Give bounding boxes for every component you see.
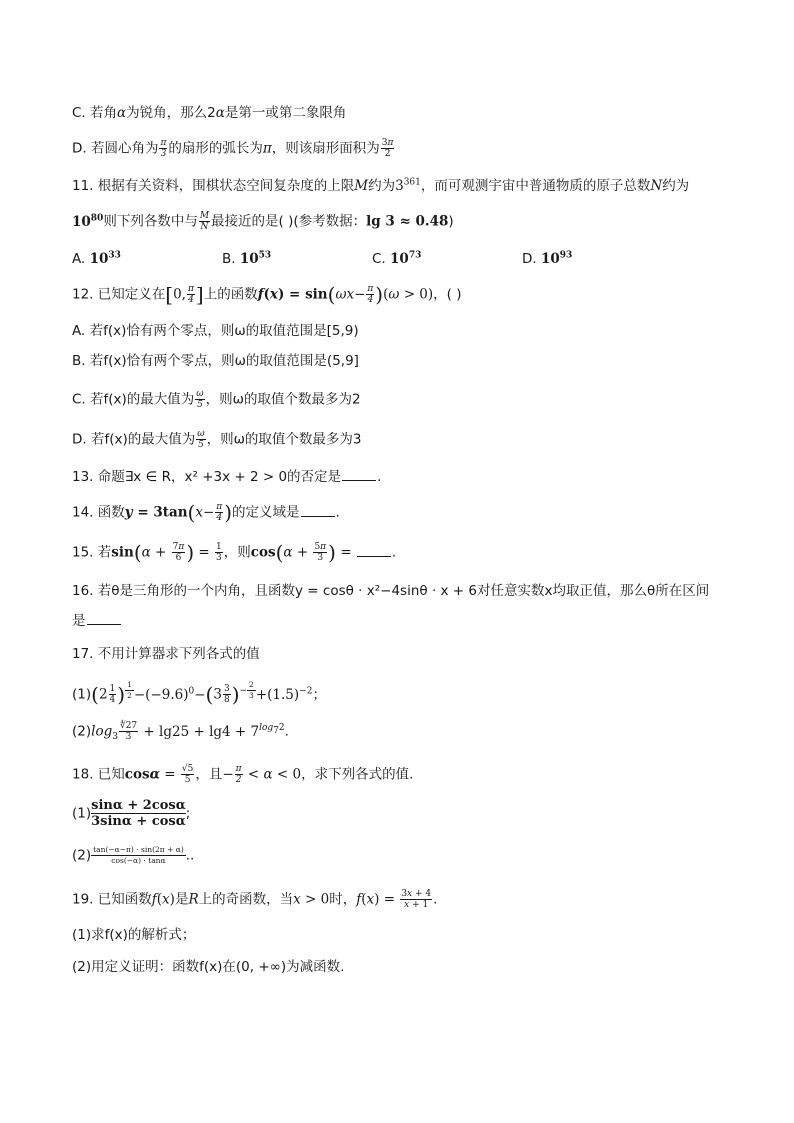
q11-text-d: 约为 bbox=[662, 178, 690, 194]
q11-stem-line1: 11. 根据有关资料，围棋状态空间复杂度的上限M约为$3^{361}$，而可观测宇宙中普通物质的原子总数N约为 bbox=[72, 177, 690, 194]
q14-blank bbox=[301, 504, 335, 517]
q15: 15. 若sin(α + $\frac{7\pi}{6}$ ) = $\frac{1}{3}$ ，则cos(α + $\frac{5\pi}{3}$ ) = . bbox=[72, 540, 397, 565]
q12-option-a: A. 若f(x)恰有两个零点，则ω的取值范围是[5,9) bbox=[72, 323, 359, 339]
q10-c-end: 是第一或第二象限角 bbox=[224, 105, 347, 121]
q19-part1: (1)求f(x)的解析式； bbox=[72, 927, 196, 943]
q11-option-d: D. $10^{93}$ bbox=[522, 250, 573, 267]
q11-text-a: 11. 根据有关资料，围棋状态空间复杂度的上限 bbox=[72, 178, 355, 194]
q13-blank bbox=[342, 468, 376, 481]
q12-stem: 12. 已知定义在[0, $\frac{\pi}{4}$ ]上的函数f(x) = sin(ωx− $\frac{\pi}{4}$ )(ω > 0)，( ) bbox=[72, 282, 462, 307]
q17-stem: 17. 不用计算器求下列各式的值 bbox=[72, 646, 260, 662]
q13: 13. 命题∃x ∈ R，x² +3x + 2 > 0的否定是 . bbox=[72, 469, 382, 485]
q12-text-a: 12. 已知定义在 bbox=[72, 286, 166, 303]
q18-stem: 18. 已知cosα = $\frac{√5}{5}$ ，且− $\frac{\pi}{2}$ < α < 0，求下列各式的值. bbox=[72, 764, 414, 785]
q12-text-b: 上的函数 bbox=[203, 286, 258, 303]
q15-blank bbox=[357, 544, 391, 557]
q11-stem-line2: $10^{80}$则下列各数中与 $\frac{M}{N}$ 最接近的是( )(参考数据：lg 3 ≈ 0.48) bbox=[72, 211, 454, 232]
q17-part1: (1)(2 $\frac{1}{4}$ ) $^{\frac{1}{2}}$ $-(-9.6)^0-(3$ $\frac{3}{8}$ )$^{- \frac{2}{3}}$ $+(1.5)^{-2}$； bbox=[72, 680, 326, 707]
q17-part2: $(2)\log_3$ $\frac{∜27}{3}$ + $\lg 25 + \lg 4 + 7^{log_72}$. bbox=[72, 721, 289, 743]
q11-text-f: 最接近的是( )(参考数据： bbox=[211, 213, 367, 230]
q11-reference: lg 3 ≈ 0.48 bbox=[366, 213, 449, 230]
q11-option-b: B. $10^{53}$ bbox=[222, 250, 272, 267]
q11-options bbox=[72, 249, 722, 269]
q16-line1: 16. 若θ是三角形的一个内角，且函数y = cosθ · x²−4sinθ · x + 6对任意实数x均取正值，那么θ所在区间 bbox=[72, 583, 710, 599]
q10-option-c: C. 若角α为锐角，那么2α是第一或第二象限角 bbox=[72, 105, 347, 121]
q10-option-d: D. 若圆心角为 $\frac{\pi}{3}$ 的扇形的弧长为π，则该扇形面积为 $\frac{3\pi}{2}$ bbox=[72, 138, 394, 159]
q10-c-mid: 为锐角，那么2 bbox=[126, 105, 216, 121]
q16-blank bbox=[87, 612, 121, 625]
q19-part2: (2)用定义证明：函数f(x)在(0, +∞)为减函数. bbox=[72, 959, 345, 975]
q10-c-prefix: C. 若角 bbox=[72, 105, 118, 121]
q19-stem: 19. 已知函数f(x)是R上的奇函数，当x > 0时，f(x) = $\frac{3x + 4}{x + 1}$ . bbox=[72, 889, 438, 910]
q10-d-prefix: D. 若圆心角为 bbox=[72, 140, 159, 157]
q11-option-a: A. $10^{33}$ bbox=[72, 250, 121, 267]
q10-d-mid: 的扇形的弧长为 bbox=[168, 140, 263, 157]
q11-option-c: C. $10^{73}$ bbox=[372, 250, 422, 267]
q12-option-c: C. 若f(x)的最大值为 $\frac{\omega}{5}$ ，则ω的取值个数最多为2 bbox=[72, 389, 361, 410]
q18-part1: (1) $\frac{\sin\alpha + 2\cos\alpha}{3\sin\alpha + \cos\alpha}$ ; bbox=[72, 798, 191, 829]
q10-d-end: ，则该扇形面积为 bbox=[271, 140, 380, 157]
q12-text-c: ，( ) bbox=[433, 286, 462, 303]
q11-text-b: 约为 bbox=[368, 178, 396, 194]
q12-option-b: B. 若f(x)恰有两个零点，则ω的取值范围是(5,9] bbox=[72, 353, 359, 369]
q11-text-g: ) bbox=[448, 213, 454, 230]
q18-part2: (2) $\frac{\tan(-\alpha-\pi) \cdot \sin(2\pi + \alpha)}{\cos(-\alpha) \cdot \tan\alpha}$ .. bbox=[72, 845, 195, 865]
q11-text-e: 则下列各数中与 bbox=[103, 213, 198, 230]
q12-option-d: D. 若f(x)的最大值为 $\frac{\omega}{5}$ ，则ω的取值个数最多为3 bbox=[72, 429, 362, 450]
q16-line2: 是 bbox=[72, 611, 722, 631]
q14: 14. 函数y = 3tan(x− $\frac{\pi}{4}$ )的定义域是 . bbox=[72, 500, 340, 525]
q11-text-c: ，而可观测宇宙中普通物质的原子总数 bbox=[420, 178, 651, 194]
